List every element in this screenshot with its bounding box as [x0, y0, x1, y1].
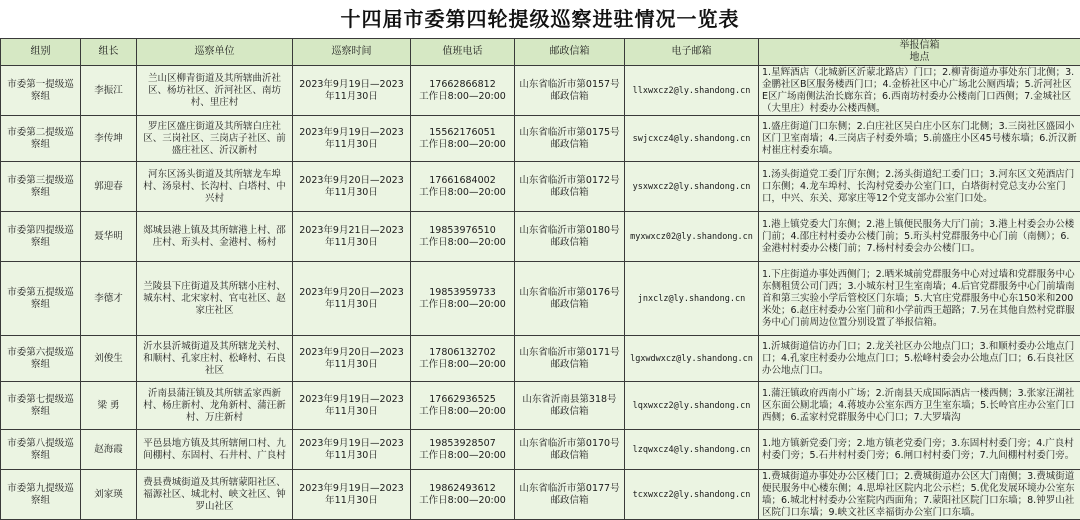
- cell-leader: 李振江: [81, 66, 137, 116]
- cell-time: 2023年9月21日—2023年11月30日: [293, 212, 411, 262]
- cell-time: 2023年9月20日—2023年11月30日: [293, 336, 411, 382]
- cell-mailbox: 山东省临沂市第0171号邮政信箱: [515, 336, 625, 382]
- cell-unit: 兰陵县下庄街道及其所辖小庄村、城东村、北宋家村、官屯社区、赵家庄社区: [137, 262, 293, 336]
- phone-hours: 工作日8:00—20:00: [414, 187, 511, 199]
- cell-report: 1.地方镇新党委门旁；2.地方镇老党委门旁；3.东固村村委门旁；4.广良村村委门旁；5.石井村村委门旁；6.闸口村村委门旁；7.九间棚村村委门旁。: [759, 430, 1080, 470]
- table-row: [1, 66, 1080, 116]
- cell-mailbox: 山东省沂南县第318号邮政信箱: [515, 382, 625, 430]
- cell-mailbox: 山东省临沂市第0172号邮政信箱: [515, 162, 625, 212]
- table-row: [1, 162, 1080, 212]
- cell-time: 2023年9月19日—2023年11月30日: [293, 116, 411, 162]
- table-row: [1, 382, 1080, 430]
- cell-report: 1.盛庄街道门口东侧；2.白庄社区吴白庄小区东门北侧；3.三岗社区盛园小区门卫室南墙；4.三岗店子村委外墙；5.前盛庄小区45号楼东墙；6.沂汉新村崔庄村委东墙。: [759, 116, 1080, 162]
- phone-hours: 工作日8:00—20:00: [414, 91, 511, 103]
- cell-unit: 罗庄区盛庄街道及其所辖白庄社区、三岗社区、三岗店子社区、前盛庄社区、沂汉新村: [137, 116, 293, 162]
- cell-phone: [411, 116, 515, 162]
- cell-time: 2023年9月20日—2023年11月30日: [293, 162, 411, 212]
- cell-report: 1.费城街道办事处办公区楼门口；2.费城街道办公区大门南侧；3.费城街道便民服务中心楼东侧；4.思埠社区院内北公示栏；5.优化发展环境办公室东墙；6.城北村村委办公室院内西面角；7.蒙阳社区院门口东墙；8.钟罗山社区院门口东墙；9.峡文社区幸福街办公室门口东墙。: [759, 470, 1080, 520]
- cell-group: 市委第四提级巡察组: [1, 212, 81, 262]
- cell-email[interactable]: tcxwxcz2@ly.shandong.cn: [625, 470, 759, 520]
- inspection-table: [0, 38, 1080, 520]
- cell-email[interactable]: lzqwxcz4@ly.shandong.cn: [625, 430, 759, 470]
- cell-unit: 沂南县蒲汪镇及其所辖孟家西新村、杨庄新村、龙角新村、蒲汪新村、万庄新村: [137, 382, 293, 430]
- header-phone: 值班电话: [411, 39, 515, 66]
- phone-number: 17661684002: [414, 175, 511, 187]
- page-title: 十四届市委第四轮提级巡察进驻情况一览表: [0, 0, 1080, 38]
- cell-leader: 梁 勇: [81, 382, 137, 430]
- cell-phone: [411, 430, 515, 470]
- cell-unit: 平邑县地方镇及其所辖闸口村、九间棚村、东固村、石井村、广良村: [137, 430, 293, 470]
- header-email: 电子邮箱: [625, 39, 759, 66]
- phone-number: 17806132702: [414, 347, 511, 359]
- cell-phone: [411, 262, 515, 336]
- cell-leader: 刘家瑛: [81, 470, 137, 520]
- header-group: 组别: [1, 39, 81, 66]
- table-row: [1, 470, 1080, 520]
- cell-report: 1.港上镇党委大门东侧；2.港上镇便民服务大厅门前；3.港上村委会办公楼门前；4.邵庄村村委办公楼门前；5.珩头村党群服务中心门前（南侧）；6.金港村村委办公楼门前；7.杨村村委会办公楼门口。: [759, 212, 1080, 262]
- phone-number: 17662866812: [414, 79, 511, 91]
- cell-phone: [411, 382, 515, 430]
- cell-time: 2023年9月19日—2023年11月30日: [293, 382, 411, 430]
- cell-leader: 郭迎春: [81, 162, 137, 212]
- phone-number: 19853928507: [414, 438, 511, 450]
- cell-leader: 赵海霞: [81, 430, 137, 470]
- header-time: 巡察时间: [293, 39, 411, 66]
- header-mailbox: 邮政信箱: [515, 39, 625, 66]
- phone-number: 19853976510: [414, 225, 511, 237]
- cell-report: 1.蒲汪镇政府西南小广场；2.沂南县天成国际酒店一楼西侧；3.张家汪湖社区东面公厕北墙；4.蒋坡办公室东西方卫生室东墙；5.长岭官庄办公室门口西侧；6.孟家村党群服务中心门口；7.大罗墙沟: [759, 382, 1080, 430]
- cell-report: 1.星辉酒店（北城新区沂蒙北路店）门口；2.柳青街道办事处东门北侧；3.金鹏社区B区服务楼西门口；4.金桥社区中心广场北公厕西墙；5.沂河社区E区广场南侧法治长廊东首；6.西南坊村委办公楼南门口西侧；7.金城社区（大里庄）村委办公楼西侧。: [759, 66, 1080, 116]
- header-report: [759, 39, 1080, 66]
- cell-leader: 李德才: [81, 262, 137, 336]
- phone-number: 17662936525: [414, 394, 511, 406]
- cell-time: 2023年9月19日—2023年11月30日: [293, 470, 411, 520]
- header-report-title: 举报信箱: [762, 40, 1077, 52]
- cell-mailbox: 山东省临沂市第0170号邮政信箱: [515, 430, 625, 470]
- phone-hours: 工作日8:00—20:00: [414, 237, 511, 249]
- table-header-row: [1, 39, 1080, 66]
- phone-hours: 工作日8:00—20:00: [414, 450, 511, 462]
- table-row: [1, 212, 1080, 262]
- cell-phone: [411, 162, 515, 212]
- cell-email[interactable]: lgxwdwxcz@ly.shandong.cn: [625, 336, 759, 382]
- cell-time: 2023年9月19日—2023年11月30日: [293, 66, 411, 116]
- cell-unit: 沂水县沂城街道及其所辖龙关村、和顺村、孔家庄村、松峰村、石良社区: [137, 336, 293, 382]
- cell-mailbox: 山东省临沂市第0175号邮政信箱: [515, 116, 625, 162]
- cell-group: 市委第一提级巡察组: [1, 66, 81, 116]
- cell-unit: 郯城县港上镇及其所辖港上村、邵庄村、珩头村、金港村、杨村: [137, 212, 293, 262]
- cell-group: 市委第八提级巡察组: [1, 430, 81, 470]
- cell-group: 市委第五提级巡察组: [1, 262, 81, 336]
- cell-report: 1.沂城街道信访办门口；2.龙关社区办公地点门口；3.和顺村委办公地点门口；4.孔家庄村委办公地点门口；5.松峰村委会办公地点门口；6.石良社区办公地点门口。: [759, 336, 1080, 382]
- cell-unit: 费县费城街道及其所辖蒙阳社区、福源社区、城北村、峡文社区、钟罗山社区: [137, 470, 293, 520]
- header-leader: 组长: [81, 39, 137, 66]
- cell-phone: [411, 66, 515, 116]
- cell-mailbox: 山东省临沂市第0177号邮政信箱: [515, 470, 625, 520]
- table-row: [1, 262, 1080, 336]
- header-report-location: 地点: [762, 52, 1077, 64]
- cell-mailbox: 山东省临沂市第0157号邮政信箱: [515, 66, 625, 116]
- phone-hours: 工作日8:00—20:00: [414, 406, 511, 418]
- cell-report: 1.下庄街道办事处西侧门；2.晒米城前党群服务中心对过墙和党群服务中心东侧租赁公司门西；3.小城东村卫生室南墙；4.后官党群服务中心门前墙南首和第三实验小学后管校区门东墙；5.大官庄党群服务中心东150米和200米处；6.赵庄村委办公室门前和小学前西王超路；7.另在其他自然村党群服务中心门前周边位置分别设置了举报信箱。: [759, 262, 1080, 336]
- cell-mailbox: 山东省临沂市第0176号邮政信箱: [515, 262, 625, 336]
- cell-report: 1.汤头街道党工委门厅东侧；2.汤头街道纪工委门口；3.河东区文苑酒店门口东侧；4.龙车埠村、长沟村党委办公室门口，白塔街村党总支办公室门口，中兴、东关、郑家庄等12个党支部办公室门口处。: [759, 162, 1080, 212]
- cell-group: 市委第七提级巡察组: [1, 382, 81, 430]
- header-unit: 巡察单位: [137, 39, 293, 66]
- cell-unit: 兰山区柳青街道及其所辖曲沂社区、杨坊社区、沂河社区、南坊村、里庄村: [137, 66, 293, 116]
- phone-number: 15562176051: [414, 127, 511, 139]
- cell-time: 2023年9月19日—2023年11月30日: [293, 430, 411, 470]
- cell-email[interactable]: swjcxcz4@ly.shandong.cn: [625, 116, 759, 162]
- cell-email[interactable]: jnxclz@ly.shandong.cn: [625, 262, 759, 336]
- cell-unit: 河东区汤头街道及其所辖龙车埠村、汤泉村、长沟村、白塔村、中兴村: [137, 162, 293, 212]
- cell-leader: 聂华明: [81, 212, 137, 262]
- table-row: [1, 430, 1080, 470]
- cell-email[interactable]: ysxwxcz2@ly.shandong.cn: [625, 162, 759, 212]
- cell-email[interactable]: llxwxcz2@ly.shandong.cn: [625, 66, 759, 116]
- cell-email[interactable]: lqxwxcz2@ly.shandong.cn: [625, 382, 759, 430]
- table-body: [1, 66, 1080, 520]
- phone-hours: 工作日8:00—20:00: [414, 299, 511, 311]
- cell-group: 市委第二提级巡察组: [1, 116, 81, 162]
- cell-phone: [411, 212, 515, 262]
- cell-group: 市委第九提级巡察组: [1, 470, 81, 520]
- cell-email[interactable]: myxwxcz02@ly.shandong.cn: [625, 212, 759, 262]
- cell-mailbox: 山东省临沂市第0180号邮政信箱: [515, 212, 625, 262]
- cell-group: 市委第三提级巡察组: [1, 162, 81, 212]
- phone-number: 19862493612: [414, 483, 511, 495]
- cell-leader: 刘俊生: [81, 336, 137, 382]
- cell-phone: [411, 470, 515, 520]
- cell-group: 市委第六提级巡察组: [1, 336, 81, 382]
- cell-phone: [411, 336, 515, 382]
- table-row: [1, 116, 1080, 162]
- cell-leader: 李传坤: [81, 116, 137, 162]
- phone-hours: 工作日8:00—20:00: [414, 359, 511, 371]
- phone-hours: 工作日8:00—20:00: [414, 139, 511, 151]
- phone-hours: 工作日8:00—20:00: [414, 495, 511, 507]
- phone-number: 19853959733: [414, 287, 511, 299]
- cell-time: 2023年9月20日—2023年11月30日: [293, 262, 411, 336]
- table-row: [1, 336, 1080, 382]
